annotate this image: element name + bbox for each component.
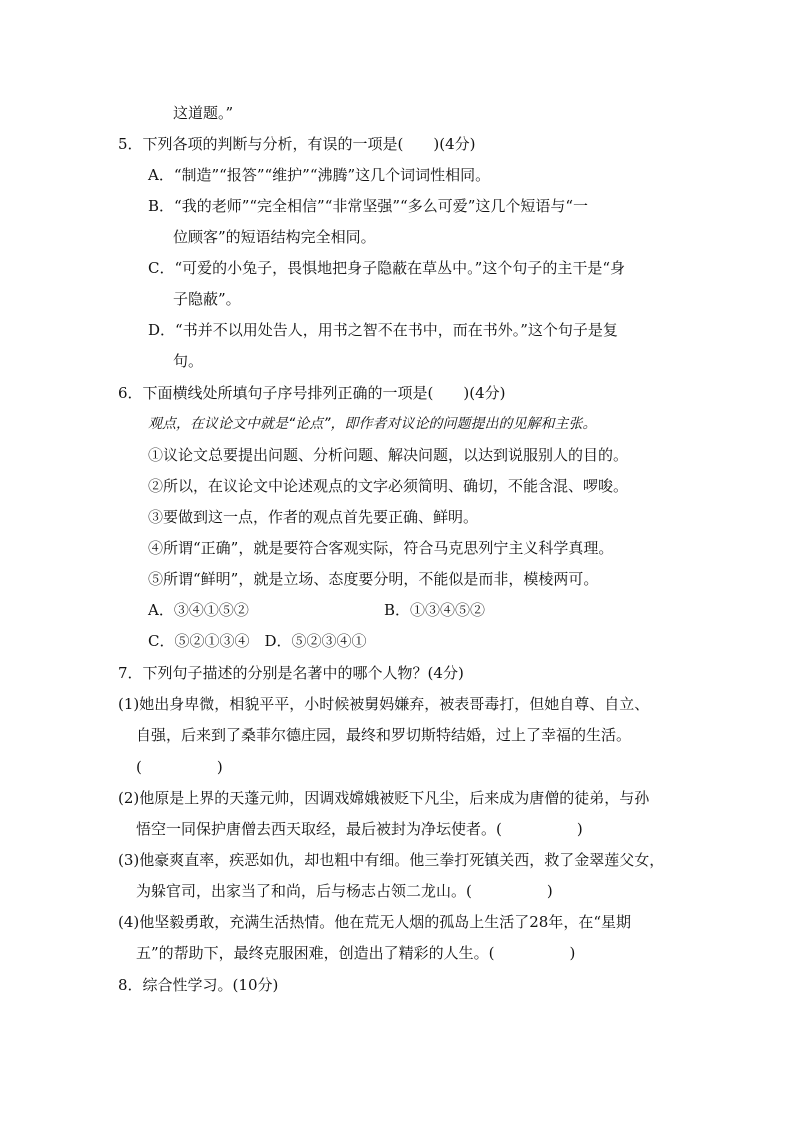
item-7-1-blank: ( ) [136,758,223,776]
item-7-1: (1)她出身卑微，相貌平平，小时候被舅妈嫌弃，被表哥毒打，但她自尊、自立、 [118,695,650,713]
option-6a: A．③④①⑤② [148,601,249,619]
option-5a: A．“制造”“报答”“维护”“沸腾”这几个词词性相同。 [148,166,491,184]
question-6: 6．下面横线处所填句子序号排列正确的一项是( )(4分) [118,384,506,402]
item-7-2-cont: 悟空一同保护唐僧去西天取经，最后被封为净坛使者。( ) [136,820,583,838]
item-7-2: (2)他原是上界的天蓬元帅，因调戏嫦娥被贬下凡尘，后来成为唐僧的徒弟，与孙 [118,789,650,807]
option-6cd: C．⑤②①③④ D．⑤②③④① [148,632,367,650]
item-7-3-cont: 为躲官司，出家当了和尚，后与杨志占领二龙山。( ) [136,882,553,900]
item-7-4: (4)他坚毅勇敢，充满生活热情。他在荒无人烟的孤岛上生活了28年，在“星期 [118,913,632,931]
question-5: 5．下列各项的判断与分析，有误的一项是( )(4分) [118,135,476,153]
question-8: 8．综合性学习。(10分) [118,976,279,994]
question-6-passage: 观点，在议论文中就是“论点”，即作者对议论的问题提出的见解和主张。 [148,416,597,432]
text-line-q4-end: 这道题。” [173,104,234,122]
option-5d: D．“书并不以用处告人，用书之智不在书中，而在书外。”这个句子是复 [148,321,618,339]
item-7-3: (3)他豪爽直率，疾恶如仇，却也粗中有细。他三拳打死镇关西，救了金翠莲父女， [118,851,665,869]
option-5d-cont: 句。 [173,352,204,370]
sentence-1: ①议论文总要提出问题、分析问题、解决问题，以达到说服别人的目的。 [148,446,629,464]
sentence-4: ④所谓“正确”，就是要符合客观实际，符合马克思列宁主义科学真理。 [148,539,614,557]
option-5b: B．“我的老师”“完全相信”“非常坚强”“多么可爱”这几个短语与“一 [148,197,589,215]
question-7: 7．下列句子描述的分别是名著中的哪个人物？(4分) [118,664,464,682]
sentence-3: ③要做到这一点，作者的观点首先要正确、鲜明。 [148,508,479,526]
option-5c-cont: 子隐蔽”。 [173,290,241,308]
option-5b-cont: 位顾客”的短语结构完全相同。 [173,228,376,246]
sentence-5: ⑤所谓“鲜明”，就是立场、态度要分明，不能似是而非，模棱两可。 [148,570,599,588]
item-7-4-cont: 五”的帮助下，最终克服困难，创造出了精彩的人生。( ) [136,944,576,962]
sentence-2: ②所以，在议论文中论述观点的文字必须简明、确切，不能含混、啰唆。 [148,477,629,495]
option-6b: B．①③④⑤② [384,601,486,619]
option-5c: C．“可爱的小兔子，畏惧地把身子隐蔽在草丛中。”这个句子的主干是“身 [148,259,625,277]
item-7-1-cont: 自强，后来到了桑菲尔德庄园，最终和罗切斯特结婚，过上了幸福的生活。 [136,726,632,744]
